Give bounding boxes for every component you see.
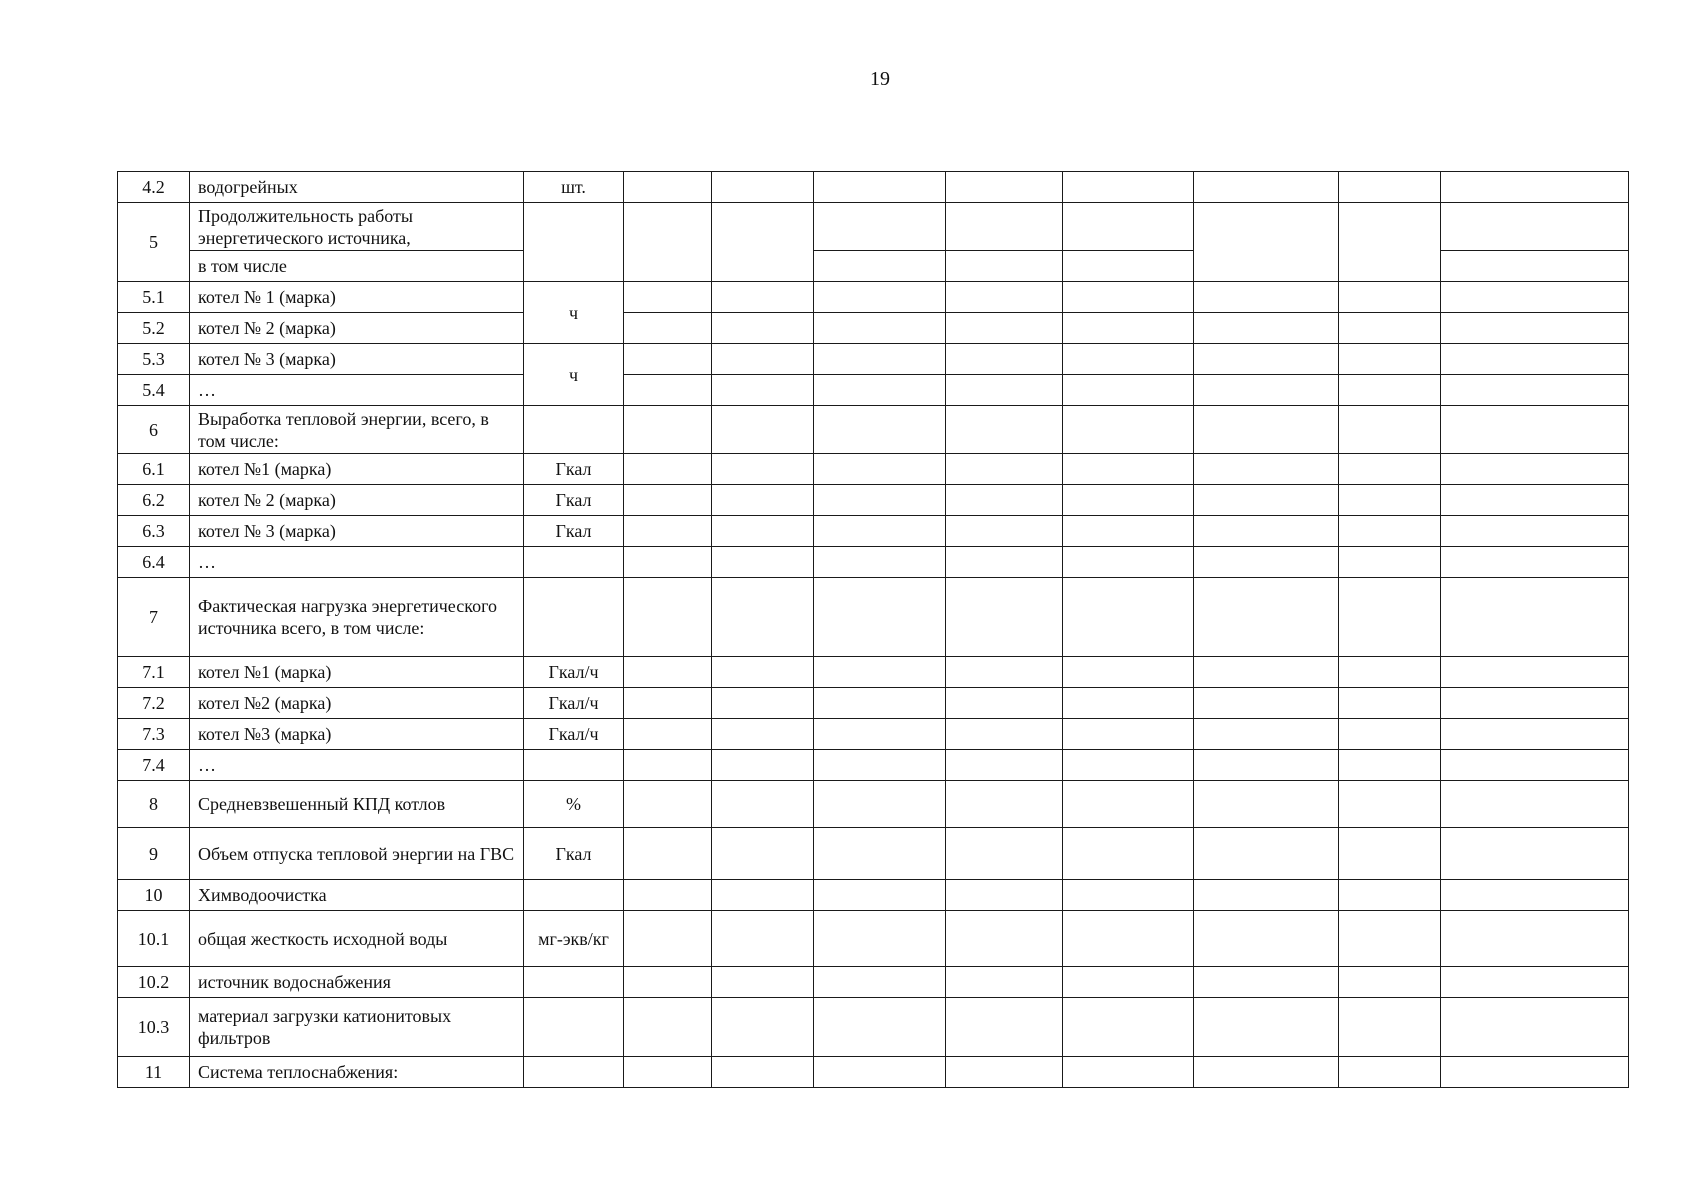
value-cell xyxy=(946,998,1063,1057)
value-cell xyxy=(1339,485,1441,516)
value-cell xyxy=(1063,375,1194,406)
row-unit: Гкал xyxy=(524,516,624,547)
value-cell xyxy=(1194,911,1339,967)
table-row xyxy=(118,172,1629,203)
value-cell xyxy=(946,578,1063,657)
value-cell xyxy=(1063,967,1194,998)
value-cell xyxy=(1063,454,1194,485)
value-cell xyxy=(1441,880,1629,911)
row-name: общая жесткость исходной воды xyxy=(190,911,524,967)
value-cell xyxy=(1194,967,1339,998)
row-number: 4.2 xyxy=(118,172,190,203)
value-cell xyxy=(1194,282,1339,313)
row-unit xyxy=(524,998,624,1057)
value-cell xyxy=(624,313,712,344)
form-table xyxy=(117,171,1629,1088)
row-number: 11 xyxy=(118,1057,190,1088)
value-cell xyxy=(1441,454,1629,485)
row-unit: Гкал/ч xyxy=(524,719,624,750)
value-cell xyxy=(946,911,1063,967)
value-cell xyxy=(1441,375,1629,406)
value-cell xyxy=(814,967,946,998)
table-row xyxy=(118,657,1629,688)
value-cell xyxy=(1194,485,1339,516)
row-number: 5.3 xyxy=(118,344,190,375)
value-cell xyxy=(814,172,946,203)
table-row xyxy=(118,688,1629,719)
value-cell xyxy=(814,375,946,406)
row-name: котел № 3 (марка) xyxy=(190,516,524,547)
value-cell xyxy=(1063,578,1194,657)
value-cell xyxy=(712,1057,814,1088)
row-name: материал загрузки катионитовых фильтров xyxy=(190,998,524,1057)
row-name: котел №1 (марка) xyxy=(190,657,524,688)
value-cell xyxy=(624,282,712,313)
value-cell xyxy=(624,911,712,967)
value-cell xyxy=(1441,516,1629,547)
value-cell xyxy=(1441,719,1629,750)
value-cell xyxy=(1339,1057,1441,1088)
row-unit xyxy=(524,750,624,781)
value-cell xyxy=(946,657,1063,688)
value-cell xyxy=(1441,998,1629,1057)
value-cell xyxy=(624,880,712,911)
value-cell xyxy=(814,578,946,657)
row-name: … xyxy=(190,750,524,781)
value-cell xyxy=(1339,657,1441,688)
value-cell xyxy=(1063,998,1194,1057)
value-cell xyxy=(1063,1057,1194,1088)
value-cell xyxy=(1339,911,1441,967)
value-cell xyxy=(1339,998,1441,1057)
value-cell xyxy=(1339,750,1441,781)
value-cell xyxy=(624,719,712,750)
row-unit xyxy=(524,1057,624,1088)
value-cell xyxy=(712,172,814,203)
row-name: Фактическая нагрузка энергетического источника всего, в том числе: xyxy=(190,578,524,657)
value-cell xyxy=(712,781,814,828)
value-cell xyxy=(1339,172,1441,203)
value-cell xyxy=(814,781,946,828)
value-cell xyxy=(712,313,814,344)
value-cell xyxy=(1194,781,1339,828)
value-cell xyxy=(1441,657,1629,688)
value-cell xyxy=(1441,406,1629,454)
row-name: котел № 3 (марка) xyxy=(190,344,524,375)
value-cell xyxy=(946,313,1063,344)
row-number: 6 xyxy=(118,406,190,454)
value-cell xyxy=(712,719,814,750)
value-cell xyxy=(1441,282,1629,313)
value-cell xyxy=(712,911,814,967)
value-cell xyxy=(712,516,814,547)
value-cell xyxy=(1194,172,1339,203)
table-row xyxy=(118,547,1629,578)
value-cell xyxy=(814,516,946,547)
table-row xyxy=(118,516,1629,547)
value-cell xyxy=(624,485,712,516)
row-number: 5.4 xyxy=(118,375,190,406)
value-cell xyxy=(624,172,712,203)
row-name: котел №1 (марка) xyxy=(190,454,524,485)
value-cell xyxy=(712,547,814,578)
row-number: 7.2 xyxy=(118,688,190,719)
row-number: 10.3 xyxy=(118,998,190,1057)
row-unit: Гкал xyxy=(524,485,624,516)
value-cell xyxy=(1339,203,1441,282)
value-cell xyxy=(1441,750,1629,781)
value-cell xyxy=(1063,344,1194,375)
row-name: котел № 2 (марка) xyxy=(190,485,524,516)
row-unit xyxy=(524,547,624,578)
value-cell xyxy=(1063,485,1194,516)
value-cell xyxy=(1063,516,1194,547)
value-cell xyxy=(1063,750,1194,781)
row-name: водогрейных xyxy=(190,172,524,203)
row-number: 10.1 xyxy=(118,911,190,967)
row-name: … xyxy=(190,375,524,406)
row-number: 5.2 xyxy=(118,313,190,344)
value-cell xyxy=(1063,828,1194,880)
value-cell xyxy=(1441,547,1629,578)
value-cell xyxy=(712,998,814,1057)
row-unit xyxy=(524,578,624,657)
row-unit: мг-экв/кг xyxy=(524,911,624,967)
table-row xyxy=(118,967,1629,998)
value-cell xyxy=(624,750,712,781)
value-cell xyxy=(712,688,814,719)
table-row xyxy=(118,998,1629,1057)
value-cell xyxy=(1194,203,1339,282)
value-cell xyxy=(1194,454,1339,485)
value-cell xyxy=(814,1057,946,1088)
table-row xyxy=(118,880,1629,911)
value-cell xyxy=(1194,880,1339,911)
value-cell xyxy=(624,578,712,657)
value-cell xyxy=(1063,911,1194,967)
value-cell xyxy=(1339,344,1441,375)
value-cell xyxy=(1063,282,1194,313)
table-row xyxy=(118,750,1629,781)
row-name: Система теплоснабжения: xyxy=(190,1057,524,1088)
value-cell xyxy=(1441,781,1629,828)
value-cell xyxy=(624,828,712,880)
table-row xyxy=(118,1057,1629,1088)
value-cell xyxy=(712,880,814,911)
value-cell xyxy=(946,880,1063,911)
value-cell xyxy=(946,282,1063,313)
value-cell xyxy=(712,344,814,375)
value-cell xyxy=(712,406,814,454)
row-unit xyxy=(524,406,624,454)
value-cell xyxy=(946,454,1063,485)
value-cell xyxy=(1339,781,1441,828)
value-cell xyxy=(1339,688,1441,719)
value-cell xyxy=(1194,547,1339,578)
row-unit: % xyxy=(524,781,624,828)
value-cell xyxy=(946,406,1063,454)
value-cell xyxy=(1339,547,1441,578)
value-cell xyxy=(624,781,712,828)
row-name: Химводоочистка xyxy=(190,880,524,911)
value-cell xyxy=(1063,406,1194,454)
value-cell xyxy=(1339,516,1441,547)
value-cell xyxy=(1063,313,1194,344)
row-number: 7.1 xyxy=(118,657,190,688)
value-cell xyxy=(946,251,1063,282)
table-row xyxy=(118,911,1629,967)
value-cell xyxy=(1339,828,1441,880)
value-cell xyxy=(946,719,1063,750)
value-cell xyxy=(1194,1057,1339,1088)
value-cell xyxy=(624,967,712,998)
row-unit: Гкал/ч xyxy=(524,657,624,688)
table-row xyxy=(118,203,1629,251)
value-cell xyxy=(946,750,1063,781)
row-unit: Гкал/ч xyxy=(524,688,624,719)
value-cell xyxy=(712,750,814,781)
table-row xyxy=(118,282,1629,313)
value-cell xyxy=(1441,344,1629,375)
value-cell xyxy=(624,454,712,485)
value-cell xyxy=(1339,967,1441,998)
value-cell xyxy=(814,406,946,454)
value-cell xyxy=(1194,406,1339,454)
value-cell xyxy=(1063,781,1194,828)
value-cell xyxy=(1339,880,1441,911)
value-cell xyxy=(1194,344,1339,375)
row-unit xyxy=(524,967,624,998)
value-cell xyxy=(624,998,712,1057)
value-cell xyxy=(1063,203,1194,251)
value-cell xyxy=(712,578,814,657)
value-cell xyxy=(946,967,1063,998)
value-cell xyxy=(712,657,814,688)
row-number: 6.4 xyxy=(118,547,190,578)
value-cell xyxy=(1063,657,1194,688)
value-cell xyxy=(946,516,1063,547)
value-cell xyxy=(1194,750,1339,781)
value-cell xyxy=(814,547,946,578)
value-cell xyxy=(624,688,712,719)
value-cell xyxy=(814,203,946,251)
row-name: Объем отпуска тепловой энергии на ГВС xyxy=(190,828,524,880)
value-cell xyxy=(624,657,712,688)
value-cell xyxy=(1063,172,1194,203)
table-row xyxy=(118,578,1629,657)
value-cell xyxy=(1339,454,1441,485)
value-cell xyxy=(1441,172,1629,203)
value-cell xyxy=(712,967,814,998)
value-cell xyxy=(946,203,1063,251)
value-cell xyxy=(814,657,946,688)
value-cell xyxy=(1194,375,1339,406)
value-cell xyxy=(814,828,946,880)
row-name: котел № 2 (марка) xyxy=(190,313,524,344)
table-row xyxy=(118,406,1629,454)
value-cell xyxy=(1194,578,1339,657)
value-cell xyxy=(1194,516,1339,547)
table-row xyxy=(118,344,1629,375)
value-cell xyxy=(624,516,712,547)
value-cell xyxy=(712,375,814,406)
row-unit: Гкал xyxy=(524,454,624,485)
row-number: 10.2 xyxy=(118,967,190,998)
value-cell xyxy=(1441,967,1629,998)
value-cell xyxy=(814,313,946,344)
value-cell xyxy=(814,344,946,375)
row-unit: Гкал xyxy=(524,828,624,880)
value-cell xyxy=(1339,313,1441,344)
row-number: 10 xyxy=(118,880,190,911)
value-cell xyxy=(946,547,1063,578)
value-cell xyxy=(814,880,946,911)
value-cell xyxy=(712,203,814,282)
row-number: 9 xyxy=(118,828,190,880)
value-cell xyxy=(1441,203,1629,251)
value-cell xyxy=(1441,578,1629,657)
table-row xyxy=(118,313,1629,344)
value-cell xyxy=(1063,547,1194,578)
value-cell xyxy=(814,998,946,1057)
value-cell xyxy=(1063,688,1194,719)
value-cell xyxy=(814,251,946,282)
value-cell xyxy=(1441,828,1629,880)
row-number: 7 xyxy=(118,578,190,657)
row-number: 5 xyxy=(118,203,190,282)
row-number: 8 xyxy=(118,781,190,828)
value-cell xyxy=(1063,251,1194,282)
value-cell xyxy=(946,781,1063,828)
row-name: котел №3 (марка) xyxy=(190,719,524,750)
value-cell xyxy=(1194,657,1339,688)
value-cell xyxy=(1063,880,1194,911)
value-cell xyxy=(1441,688,1629,719)
value-cell xyxy=(814,282,946,313)
row-name: источник водоснабжения xyxy=(190,967,524,998)
table-row xyxy=(118,828,1629,880)
value-cell xyxy=(946,172,1063,203)
value-cell xyxy=(1063,719,1194,750)
value-cell xyxy=(946,688,1063,719)
value-cell xyxy=(1339,719,1441,750)
value-cell xyxy=(624,203,712,282)
value-cell xyxy=(814,911,946,967)
row-unit: шт. xyxy=(524,172,624,203)
row-name: котел № 1 (марка) xyxy=(190,282,524,313)
value-cell xyxy=(814,454,946,485)
value-cell xyxy=(1441,313,1629,344)
row-number: 6.1 xyxy=(118,454,190,485)
value-cell xyxy=(814,750,946,781)
value-cell xyxy=(1339,406,1441,454)
value-cell xyxy=(1339,578,1441,657)
page-number: 19 xyxy=(870,68,890,90)
row-name: котел №2 (марка) xyxy=(190,688,524,719)
value-cell xyxy=(1441,485,1629,516)
value-cell xyxy=(712,282,814,313)
value-cell xyxy=(1194,688,1339,719)
table-row xyxy=(118,781,1629,828)
value-cell xyxy=(1194,998,1339,1057)
value-cell xyxy=(1194,828,1339,880)
row-name: … xyxy=(190,547,524,578)
value-cell xyxy=(624,547,712,578)
value-cell xyxy=(1339,375,1441,406)
row-unit xyxy=(524,880,624,911)
value-cell xyxy=(946,344,1063,375)
row-unit xyxy=(524,203,624,282)
value-cell xyxy=(946,1057,1063,1088)
table-row xyxy=(118,485,1629,516)
row-number: 7.4 xyxy=(118,750,190,781)
row-number: 6.3 xyxy=(118,516,190,547)
value-cell xyxy=(712,828,814,880)
value-cell xyxy=(1339,282,1441,313)
value-cell xyxy=(1441,911,1629,967)
row-number: 7.3 xyxy=(118,719,190,750)
row-name: Средневзвешенный КПД котлов xyxy=(190,781,524,828)
value-cell xyxy=(814,688,946,719)
row-name: в том числе xyxy=(190,251,524,282)
value-cell xyxy=(624,375,712,406)
row-unit: ч xyxy=(524,282,624,344)
table-row xyxy=(118,375,1629,406)
value-cell xyxy=(712,485,814,516)
value-cell xyxy=(814,719,946,750)
value-cell xyxy=(946,828,1063,880)
row-number: 6.2 xyxy=(118,485,190,516)
value-cell xyxy=(624,1057,712,1088)
value-cell xyxy=(1441,1057,1629,1088)
table-row xyxy=(118,719,1629,750)
value-cell xyxy=(624,406,712,454)
value-cell xyxy=(814,485,946,516)
row-name: Выработка тепловой энергии, всего, в том числе: xyxy=(190,406,524,454)
value-cell xyxy=(946,485,1063,516)
table-row xyxy=(118,454,1629,485)
row-unit: ч xyxy=(524,344,624,406)
value-cell xyxy=(624,344,712,375)
value-cell xyxy=(1194,313,1339,344)
row-number: 5.1 xyxy=(118,282,190,313)
value-cell xyxy=(1441,251,1629,282)
value-cell xyxy=(1194,719,1339,750)
row-name: Продолжительность работы энергетического источника, xyxy=(190,203,524,251)
value-cell xyxy=(946,375,1063,406)
value-cell xyxy=(712,454,814,485)
